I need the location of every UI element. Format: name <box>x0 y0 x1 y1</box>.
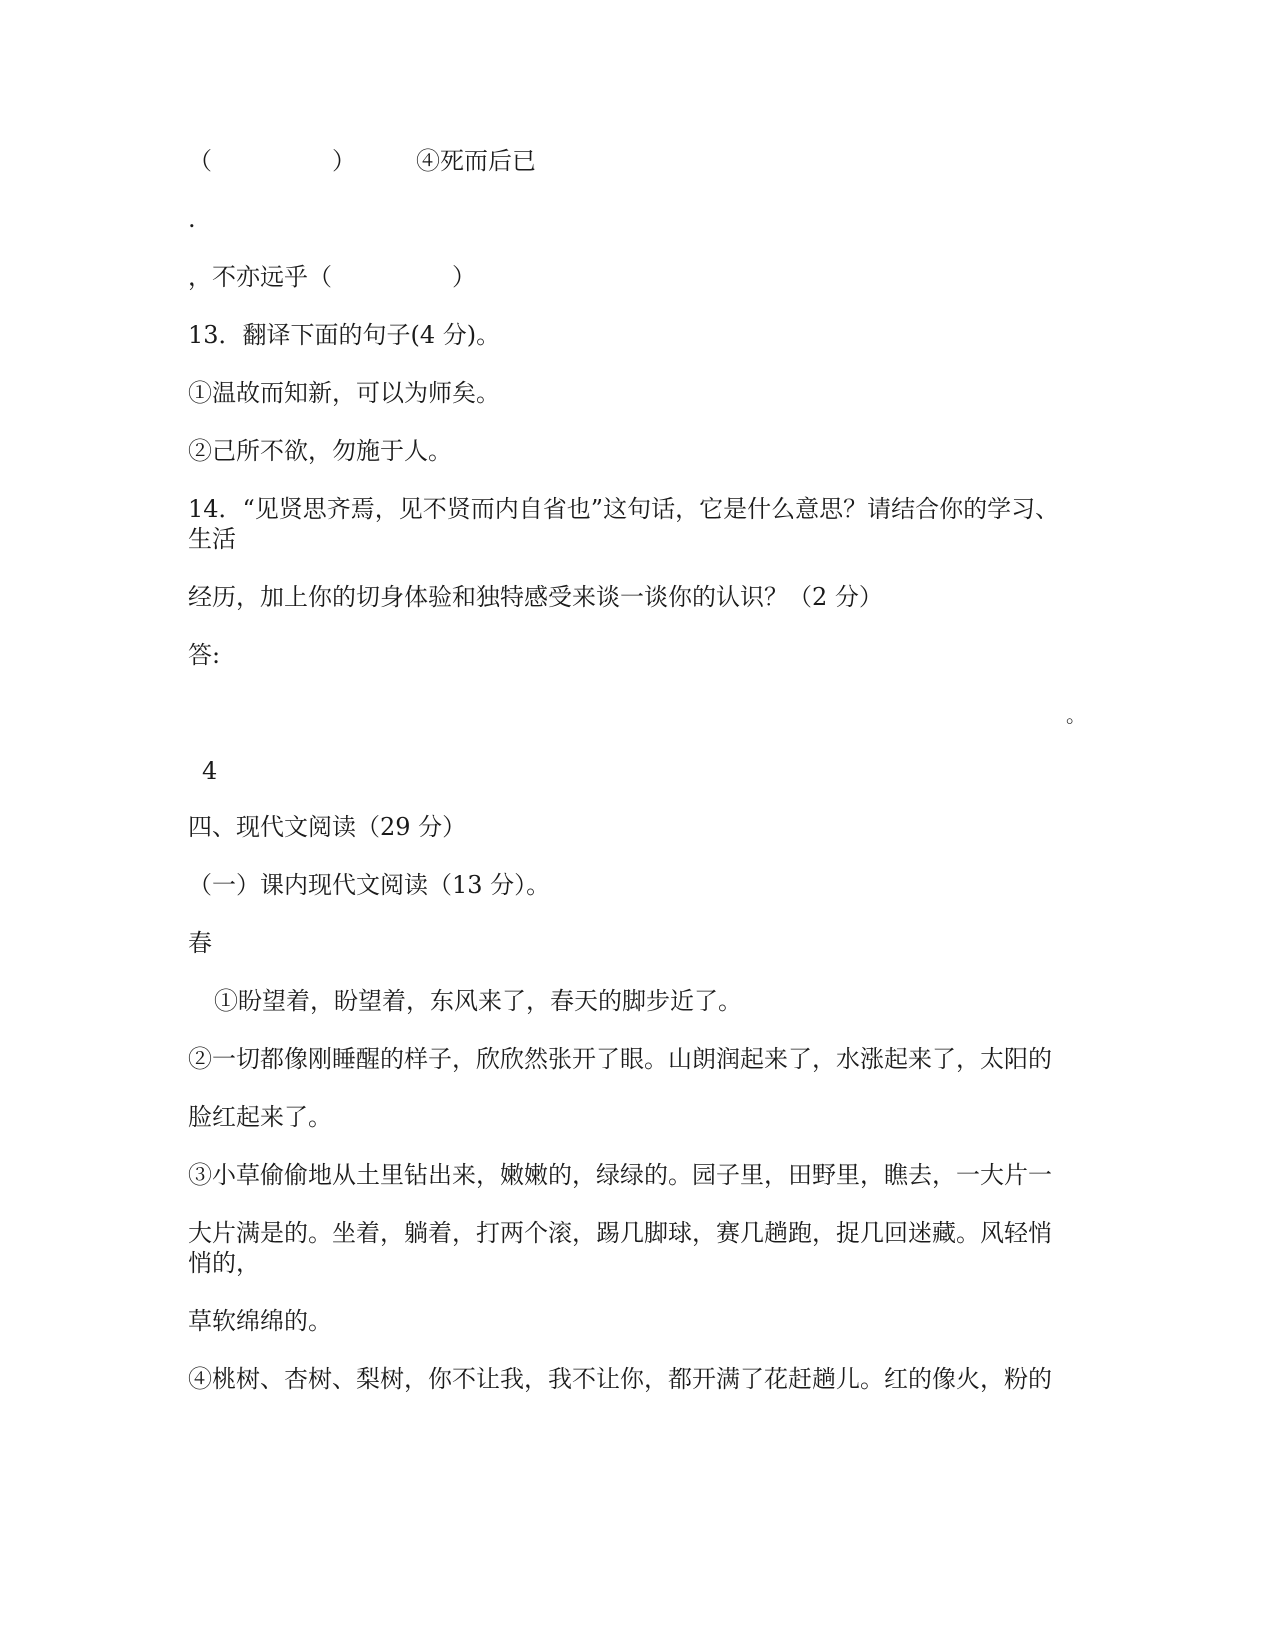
subsection-1-heading: （一）课内现代文阅读（13 分）。 <box>188 871 551 899</box>
question-14-line-2: 生活 <box>188 525 236 553</box>
line-blank-phrase: ，不亦远乎（ ） <box>188 263 476 291</box>
paragraph-3-line-2: 大片满是的。坐着，躺着，打两个滚，踢几脚球，赛几趟跑，捉几回迷藏。风轻悄 <box>188 1219 1052 1247</box>
answer-parentheses: （ ） <box>188 147 356 175</box>
paragraph-3-line-4: 草软绵绵的。 <box>188 1307 332 1335</box>
stray-dot: . <box>188 205 196 233</box>
page-number: 4 <box>202 757 218 785</box>
essay-title: 春 <box>188 929 212 957</box>
paragraph-3-line-1: ③小草偷偷地从土里钻出来，嫩嫩的，绿绿的。园子里，田野里，瞧去，一大片一 <box>188 1161 1052 1189</box>
paragraph-2-line-2: 脸红起来了。 <box>188 1103 332 1131</box>
question-13-sentence-1: ①温故而知新，可以为师矣。 <box>188 379 500 407</box>
section-4-heading: 四、现代文阅读（29 分） <box>188 813 467 841</box>
question-14-line-3: 经历，加上你的切身体验和独特感受来谈一谈你的认识？（2 分） <box>188 583 883 611</box>
question-13: 13．翻译下面的句子(4 分)。 <box>188 321 501 349</box>
paragraph-2-line-1: ②一切都像刚睡醒的样子，欣欣然张开了眼。山朗润起来了，水涨起来了，太阳的 <box>188 1045 1052 1073</box>
paragraph-3-line-3: 悄的， <box>188 1249 260 1277</box>
question-14-line-1: 14．“见贤思齐焉，见不贤而内自省也”这句话，它是什么意思？请结合你的学习、 <box>188 495 1060 523</box>
line-blank-4 <box>188 146 536 176</box>
answer-end-mark: 。 <box>1066 703 1086 727</box>
paragraph-4-line-1: ④桃树、杏树、梨树，你不让我，我不让你，都开满了花赶趟儿。红的像火，粉的 <box>188 1365 1052 1393</box>
question-13-sentence-2: ②己所不欲，勿施于人。 <box>188 437 452 465</box>
paragraph-1: ①盼望着，盼望着，东风来了，春天的脚步近了。 <box>214 987 742 1015</box>
answer-label: 答: <box>188 641 221 669</box>
item-4-text: ④死而后已 <box>416 147 536 175</box>
